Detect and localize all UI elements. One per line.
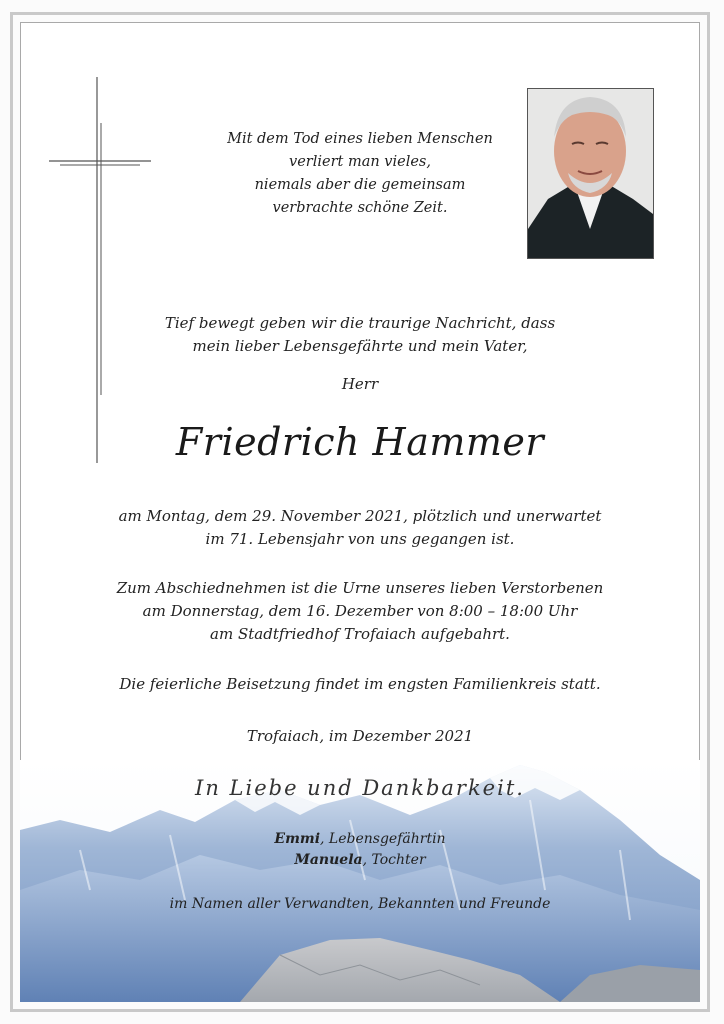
poem-line: Mit dem Tod eines lieben Menschen [227,131,493,147]
burial-info: Die feierliche Beisetzung findet im engsten Familienkreis statt. [119,675,601,693]
death-info-line: am Montag, dem 29. November 2021, plötzlich und unerwartet [118,507,602,525]
mourner-name: Emmi [274,831,321,847]
closing-line: In Liebe und Dankbarkeit. [195,776,525,800]
death-info-line: im 71. Lebensjahr von uns gegangen ist. [205,530,515,548]
farewell-info-line: Zum Abschiednehmen ist die Urne unseres lieben Verstorbenen [116,579,604,597]
place-date: Trofaiach, im Dezember 2021 [246,727,474,745]
mourner-name: Manuela [294,852,363,868]
poem-line: verbrachte schöne Zeit. [272,200,448,216]
announcement-line: Tief bewegt geben wir die traurige Nachricht, dass [164,314,556,332]
on-behalf-line: im Namen aller Verwandten, Bekannten und Freunde [169,896,551,912]
announcement-line: mein lieber Lebensgefährte und mein Vater, [192,337,528,355]
mourner-relation: , Tochter [362,852,426,868]
poem-line: niemals aber die gemeinsam [254,177,466,193]
mourner-relation: , Lebensgefährtin [320,831,446,847]
mourner-line [0,850,722,871]
poem-line: verliert man vieles, [289,154,431,170]
farewell-info-line: am Donnerstag, dem 16. Dezember von 8:00 – 18:00 Uhr [142,602,578,620]
mourner-line [0,829,722,850]
deceased-name: Friedrich Hammer [175,420,545,464]
farewell-info-line: am Stadtfriedhof Trofaiach aufgebahrt. [210,625,510,643]
salutation: Herr [341,375,379,393]
